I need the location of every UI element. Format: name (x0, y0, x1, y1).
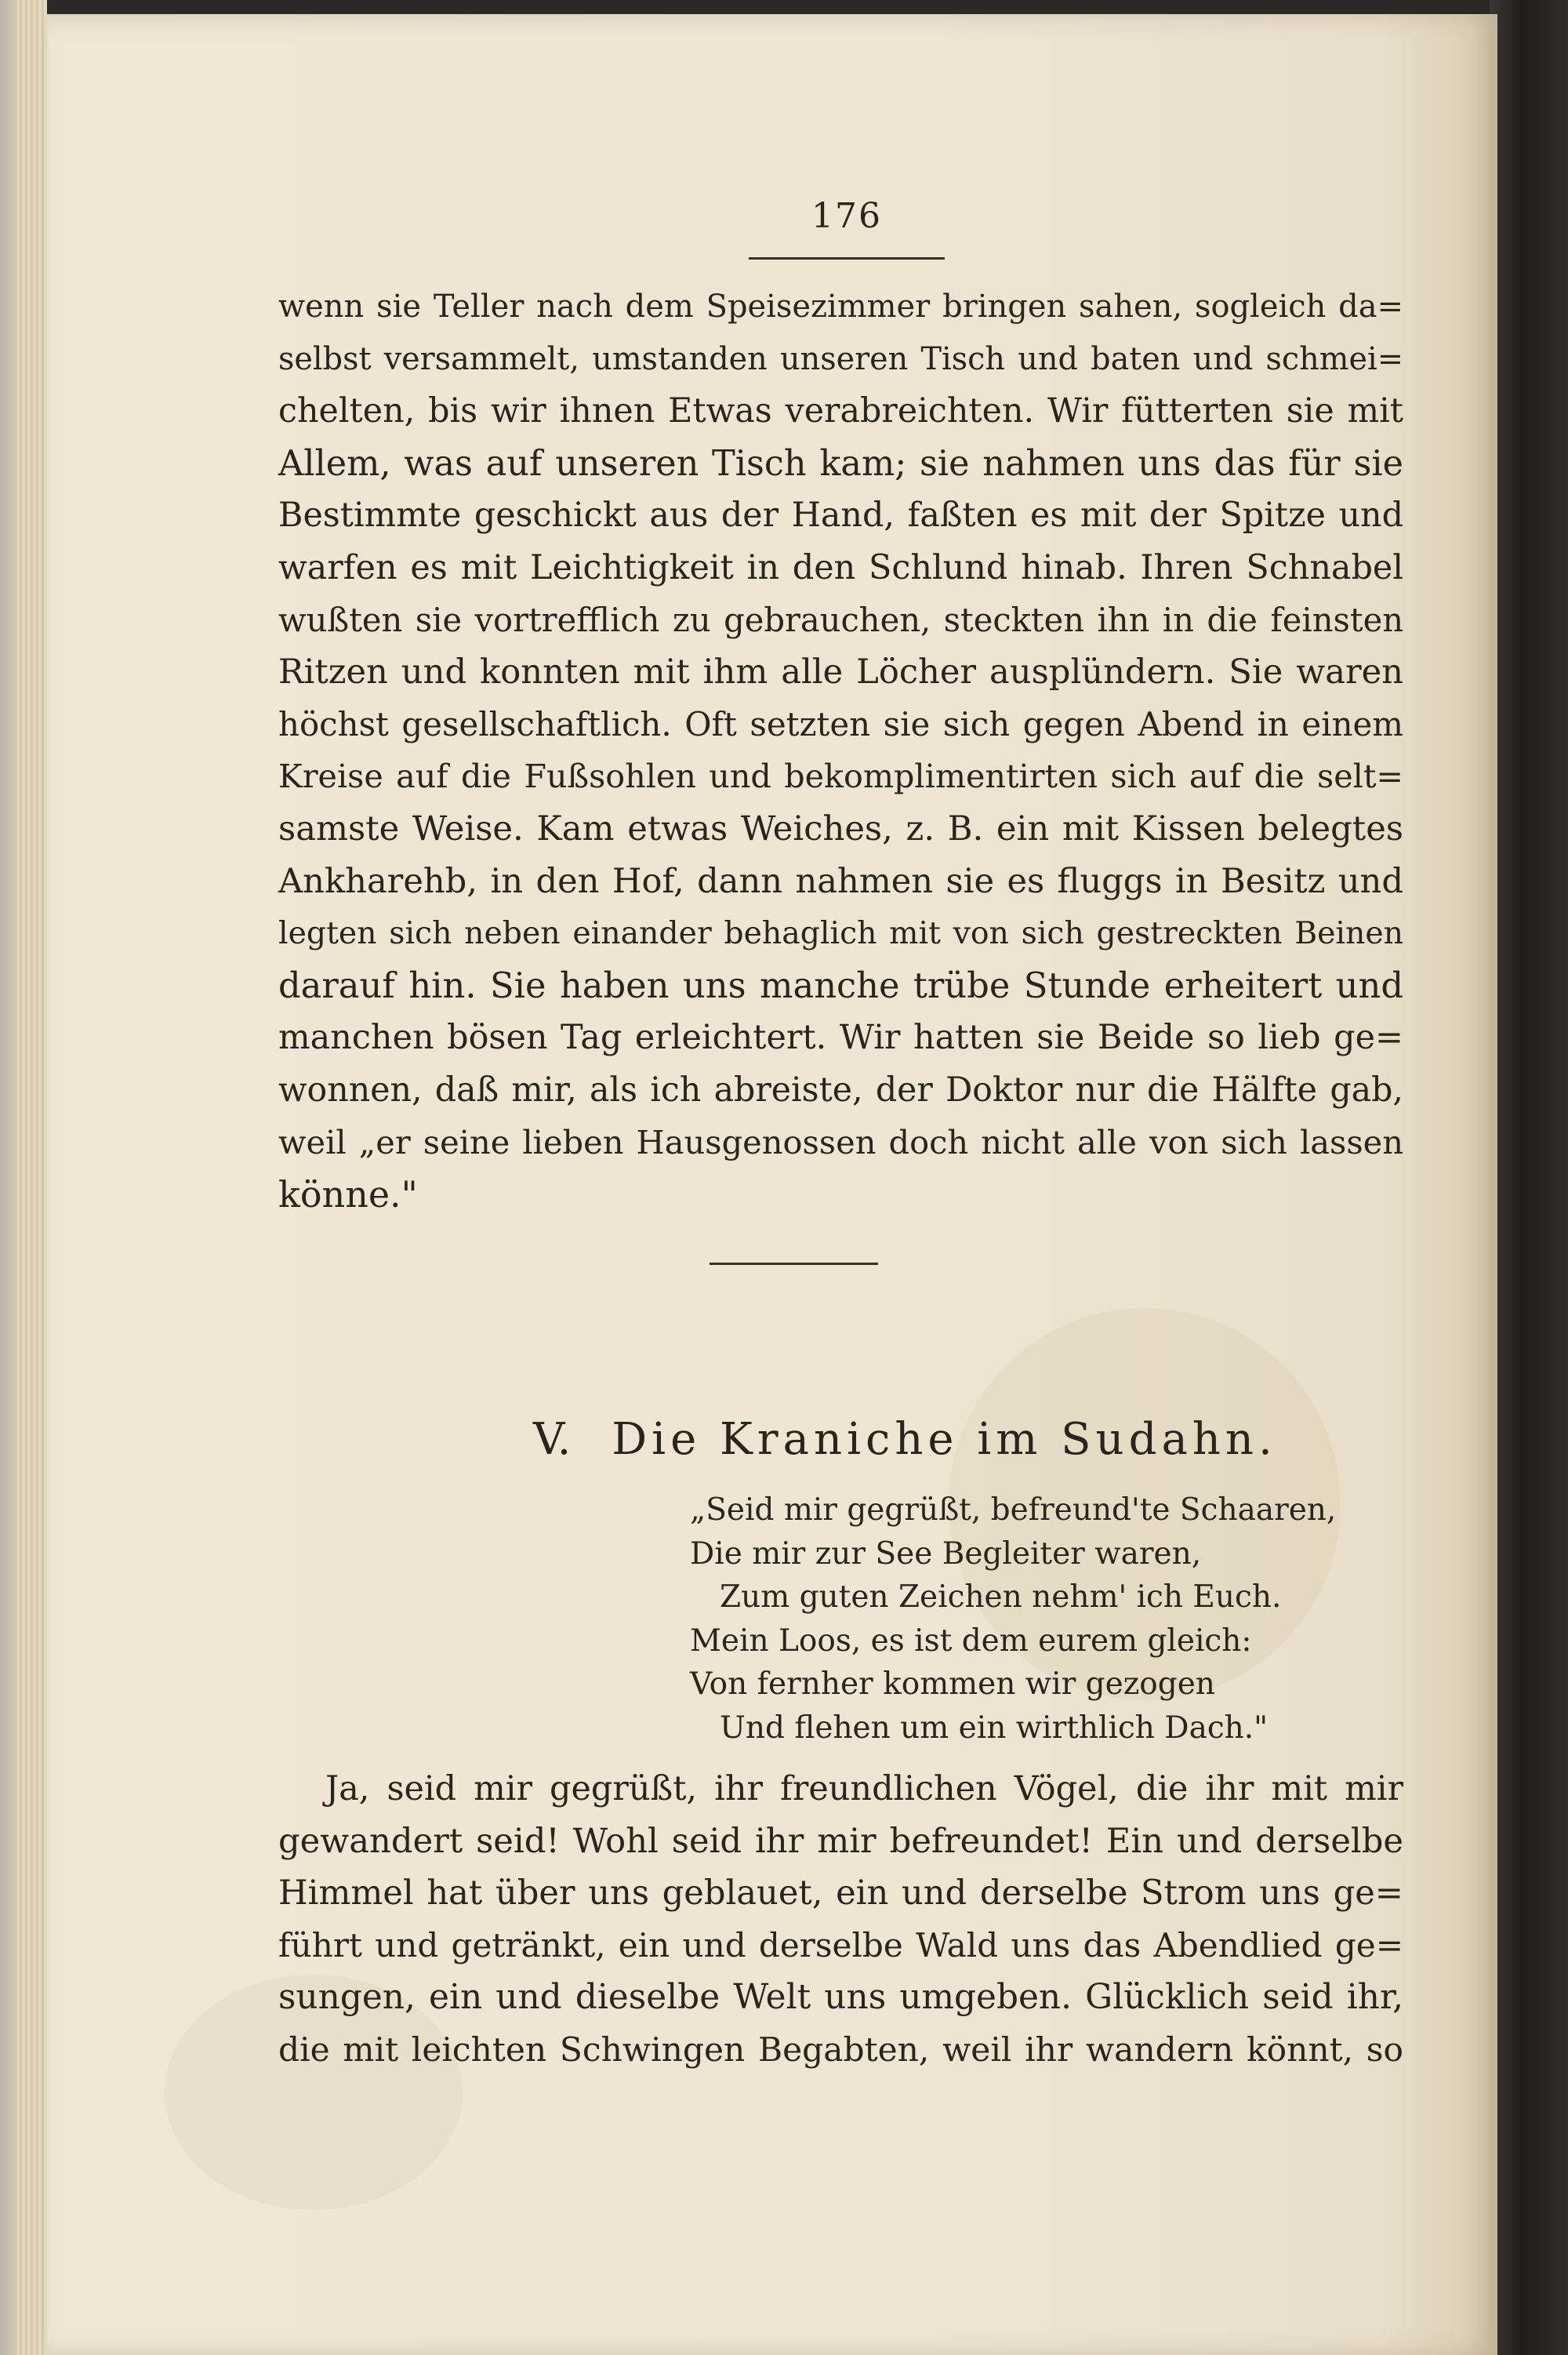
text-line: Ankharehb, in den Hof, dann nahmen sie es fluggs in Besitz und (278, 861, 1403, 901)
text-line: die mit leichten Schwingen Begabten, weil ihr wandern könnt, so (278, 2030, 1403, 2069)
text-line: weil „er seine lieben Hausgenossen doch nicht alle von sich lassen (278, 1122, 1403, 1161)
text-line: darauf hin. Sie haben uns manche trübe Stunde erheitert und (278, 964, 1403, 1006)
text-line: führt und getränkt, ein und derselbe Wald uns das Abendlied ge= (278, 1925, 1403, 1964)
stacked-page-edges (0, 0, 47, 2355)
text-line: selbst versammelt, umstanden unseren Tisch und baten und schmei= (278, 340, 1403, 377)
text-line: wenn sie Teller nach dem Speisezimmer bringen sahen, sogleich da= (278, 289, 1403, 325)
text-line: könne." (278, 1173, 418, 1216)
poem-line: „Seid mir gegrüßt, befreund'te Schaaren, (690, 1492, 1337, 1528)
text-line: gewandert seid! Wohl seid ihr mir befreundet! Ein und derselbe (278, 1821, 1403, 1861)
text-line: chelten, bis wir ihnen Etwas verabreichten. Wir fütterten sie mit (278, 391, 1403, 431)
text-line: Allem, was auf unseren Tisch kam; sie nahmen uns das für sie (278, 442, 1403, 484)
chapter-heading (533, 1414, 1277, 1465)
poem-line: Mein Loos, es ist dem eurem gleich: (690, 1623, 1252, 1659)
text-line: wonnen, daß mir, als ich abreiste, der Doktor nur die Hälfte gab, (278, 1070, 1403, 1110)
page-number: 176 (811, 196, 882, 236)
paragraph-1 (278, 281, 1403, 1221)
text-line: wußten sie vortrefflich zu gebrauchen, steckten ihn in die feinsten (278, 600, 1403, 639)
header-rule (749, 257, 945, 260)
chapter-title: Die Kraniche im Sudahn. (612, 1414, 1277, 1465)
text-line: Bestimmte geschickt aus der Hand, faßten es mit der Spitze und (278, 496, 1403, 536)
poem-line: Und flehen um ein wirthlich Dach." (720, 1710, 1269, 1746)
poem-line: Die mir zur See Begleiter waren, (690, 1535, 1202, 1572)
text-line: Kreise auf die Fußsohlen und bekomplimentirten sich auf die selt= (278, 758, 1403, 796)
text-line: sungen, ein und dieselbe Welt uns umgeben. Glücklich seid ihr, (278, 1977, 1403, 2018)
page-sheet (47, 14, 1497, 2355)
poem-line: Von fernher kommen wir gezogen (690, 1666, 1215, 1702)
paragraph-2 (278, 1763, 1403, 2077)
chapter-number: V. (533, 1414, 572, 1465)
text-line: warfen es mit Leichtigkeit in den Schlund hinab. Ihren Schnabel (278, 547, 1403, 587)
text-line: manchen bösen Tag erleichtert. Wir hatten sie Beide so lieb ge= (278, 1018, 1403, 1058)
text-line: samste Weise. Kam etwas Weiches, z. B. ein mit Kissen belegtes (278, 809, 1403, 849)
epigraph-poem (690, 1488, 1396, 1750)
text-line: Ja, seid mir gegrüßt, ihr freundlichen Vögel, die ihr mit mir (325, 1769, 1403, 1808)
book-binding (1490, 0, 1568, 2355)
section-divider (710, 1263, 878, 1265)
text-line: Himmel hat über uns geblauet, ein und derselbe Strom uns ge= (278, 1873, 1403, 1913)
poem-line: Zum guten Zeichen nehm' ich Euch. (720, 1579, 1282, 1615)
text-line: Ritzen und konnten mit ihm alle Löcher ausplündern. Sie waren (278, 652, 1403, 692)
text-line: höchst gesellschaftlich. Oft setzten sie sich gegen Abend in einem (278, 704, 1403, 743)
text-line: legten sich neben einander behaglich mit von sich gestreckten Beinen (278, 915, 1403, 952)
